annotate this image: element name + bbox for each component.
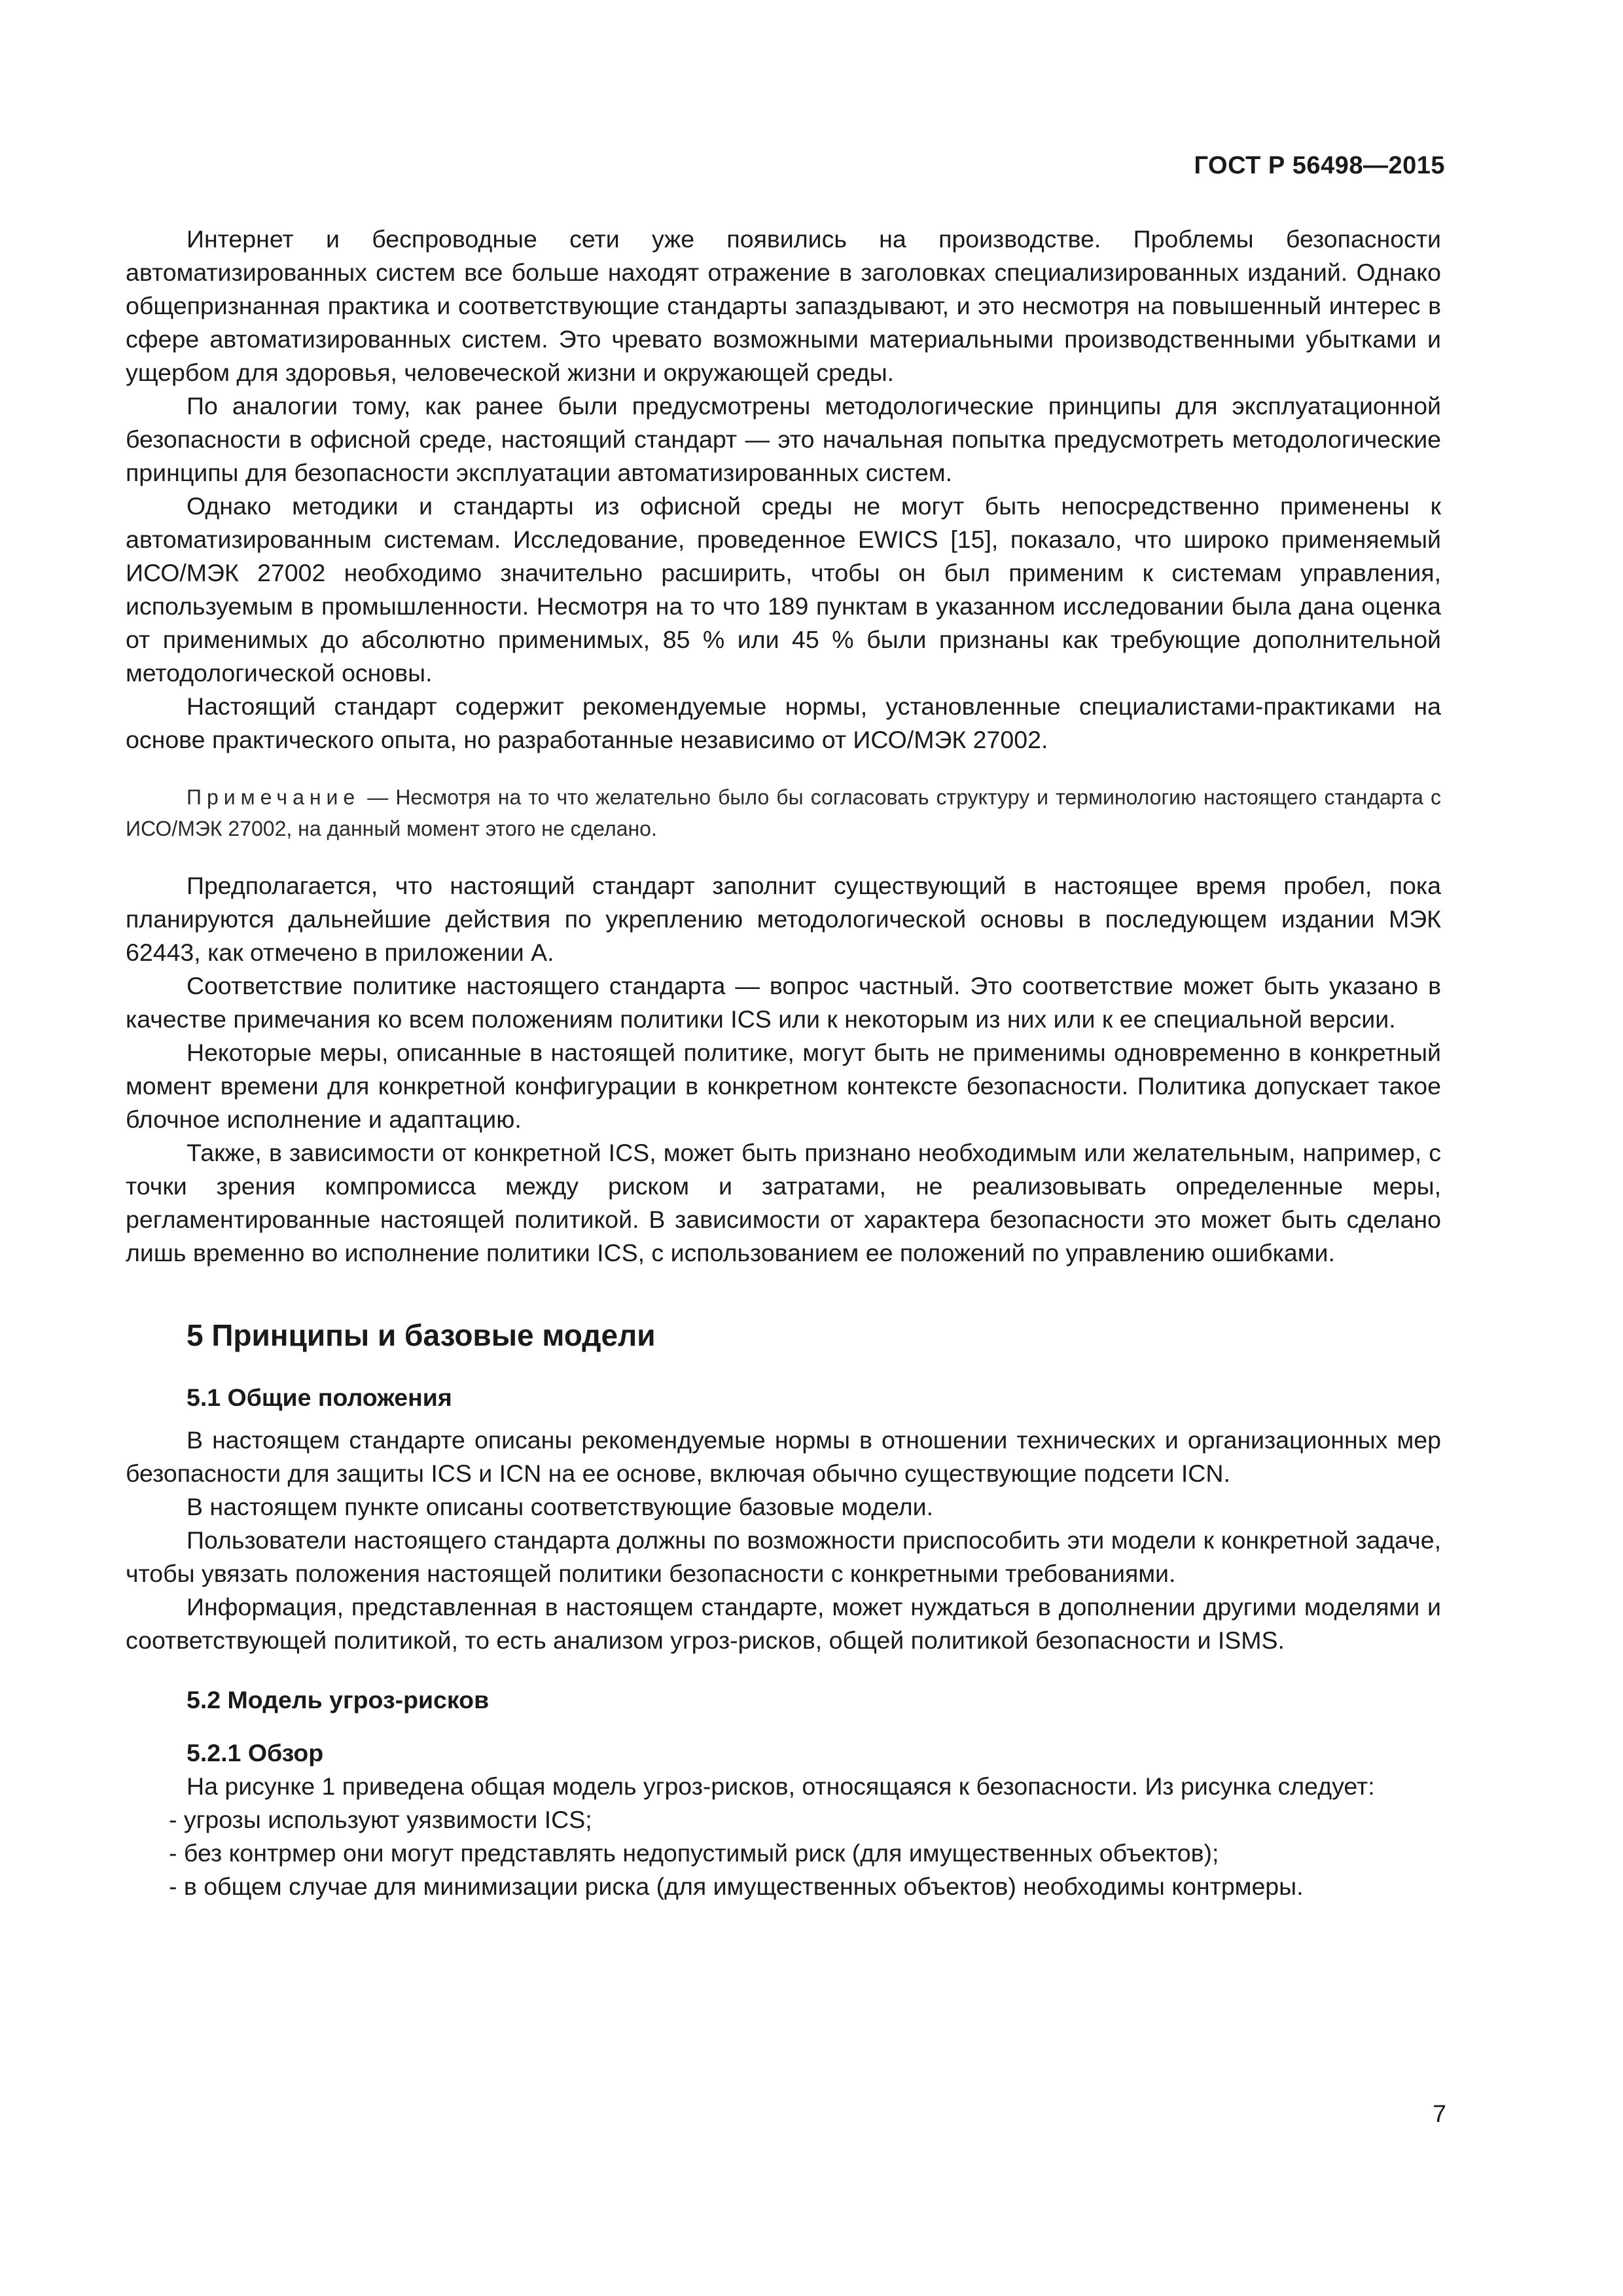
paragraph: Соответствие политике настоящего стандарта — вопрос частный. Это соответствие может быть указано в качестве примечания ко всем положениям политики ICS или к некоторым из них или к ее специальной версии. [126,972,1441,1033]
paragraph: В настоящем пункте описаны соответствующие базовые модели. [187,1493,934,1520]
note-label: Примечание [187,785,361,809]
paragraph: Настоящий стандарт содержит рекомендуемые нормы, установленные специалистами-практиками на основе практического опыта, но разработанные независимо от ИСО/МЭК 27002. [126,692,1441,753]
paragraph: Однако методики и стандарты из офисной среды не могут быть непосредственно применены к автоматизированным системам. Исследование, проведенное EWICS [15], показало, что широко применяемый ИСО/МЭК 27002 необходимо значительно расширить, чтобы он был применим к системам управления, используемым в промышленности. Несмотря на то что 189 пунктам в указанном исследовании была дана оценка от применимых до абсолютно применимых, 85 % или 45 % были признаны как требующие дополнительной методологической основы. [126,492,1441,687]
paragraph: Информация, представленная в настоящем стандарте, может нуждаться в дополнении другими моделями и соответствующей политикой, то есть анализом угроз-рисков, общей политикой безопасности и ISMS. [126,1593,1441,1654]
list-item: - в общем случае для минимизации риска (для имущественных объектов) необходимы контрмеры. [169,1873,1304,1900]
paragraph: Интернет и беспроводные сети уже появились на производстве. Проблемы безопасности автоматизированных систем все больше находят отражение в заголовках специализированных изданий. Однако общепризнанная практика и соответствующие стандарты запаздывают, и это несмотря на повышенный интерес в сфере автоматизированных систем. Это чревато возможными материальными производственными убытками и ущербом для здоровья, человеческой жизни и окружающей среды. [126,225,1441,386]
note [126,781,1441,844]
page-number: 7 [1433,2100,1446,2127]
list-item: - угрозы используют уязвимости ICS; [169,1806,592,1833]
document-header-id: ГОСТ Р 56498—2015 [1194,152,1445,179]
subsubsection-title: 5.2.1 Обзор [187,1739,324,1767]
paragraph: В настоящем стандарте описаны рекомендуемые нормы в отношении технических и организационных мер безопасности для защиты ICS и ICN на ее основе, включая обычно существующие подсети ICN. [126,1426,1441,1487]
note-text: — Несмотря на то что желательно было бы согласовать структуру и терминологию настоящего стандарта с ИСО/МЭК 27002, на данный момент этого не сделано. [126,785,1441,840]
subsection-title: 5.2 Модель угроз-рисков [187,1686,490,1713]
paragraph: По аналогии тому, как ранее были предусмотрены методологические принципы для эксплуатационной безопасности в офисной среде, настоящий стандарт — это начальная попытка предусмотреть методологические принципы для безопасности эксплуатации автоматизированных систем. [126,392,1441,486]
paragraph: Некоторые меры, описанные в настоящей политике, могут быть не применимы одновременно в конкретный момент времени для конкретной конфигурации в конкретном контексте безопасности. Политика допускает такое блочное исполнение и адаптацию. [126,1039,1441,1133]
page-content [126,223,1441,1903]
subsection-title: 5.1 Общие положения [187,1384,452,1411]
paragraph: На рисунке 1 приведена общая модель угроз-рисков, относящаяся к безопасности. Из рисунка следует: [187,1772,1375,1800]
paragraph: Пользователи настоящего стандарта должны по возможности приспособить эти модели к конкретной задаче, чтобы увязать положения настоящей политики безопасности с конкретными требованиями. [126,1526,1441,1587]
section-title: 5 Принципы и базовые модели [187,1318,656,1352]
paragraph: Также, в зависимости от конкретной ICS, может быть признано необходимым или желательным, например, с точки зрения компромисса между риском и затратами, не реализовывать определенные меры, регламентированные настоящей политикой. В зависимости от характера безопасности это может быть сделано лишь временно во исполнение политики ICS, с использованием ее положений по управлению ошибками. [126,1139,1441,1266]
paragraph: Предполагается, что настоящий стандарт заполнит существующий в настоящее время пробел, пока планируются дальнейшие действия по укреплению методологической основы в последующем издании МЭК 62443, как отмечено в приложении А. [126,872,1441,966]
list-item: - без контрмер они могут представлять недопустимый риск (для имущественных объектов); [169,1839,1219,1867]
